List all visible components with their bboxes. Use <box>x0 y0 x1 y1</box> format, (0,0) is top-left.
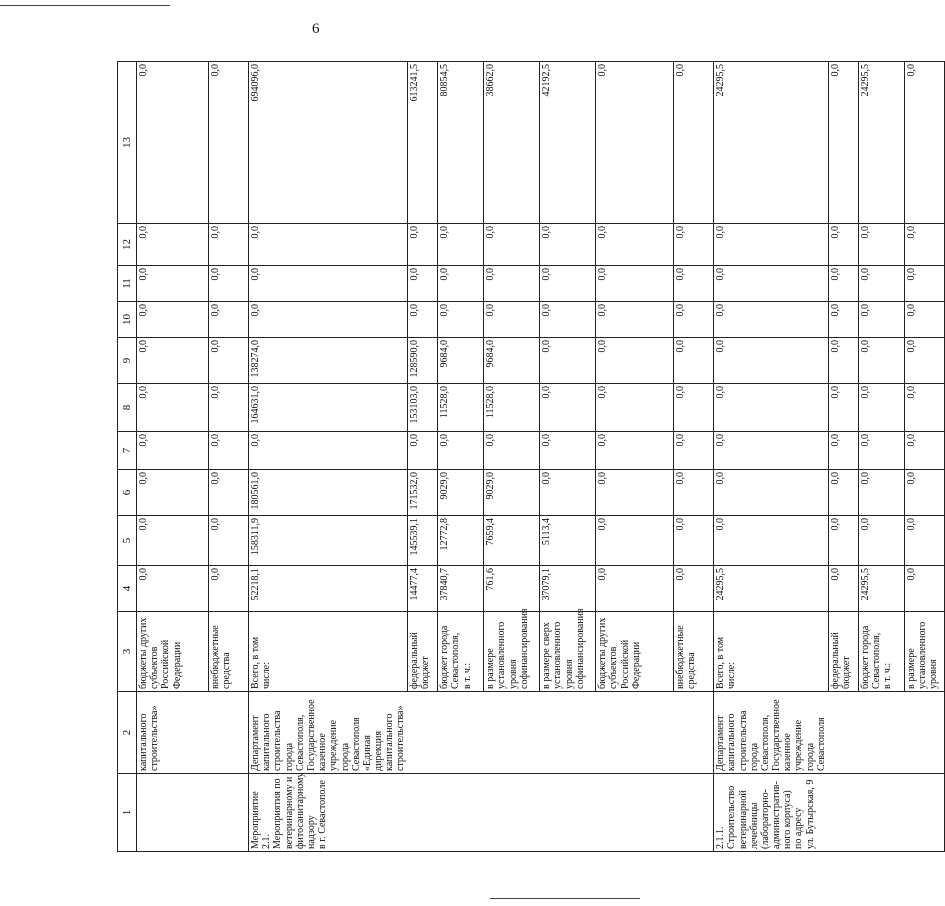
value-cell: 0,0 <box>904 62 944 224</box>
value-cell: 0,0 <box>858 338 904 384</box>
value-cell: 0,0 <box>540 224 596 266</box>
executor-cell <box>209 692 249 774</box>
event-name-cell <box>596 774 674 852</box>
value-cell: 24295,5 <box>714 566 828 612</box>
value-cell: 0,0 <box>714 338 828 384</box>
event-name-cell <box>137 774 209 852</box>
value-cell: 0,0 <box>904 338 944 384</box>
table-row <box>858 62 904 852</box>
column-header-13: 13 <box>118 62 137 224</box>
value-cell: 0,0 <box>408 302 438 338</box>
value-cell: 38662,0 <box>484 62 540 224</box>
value-cell: 0,0 <box>484 432 540 470</box>
value-cell: 0,0 <box>714 470 828 516</box>
event-name-cell <box>828 774 858 852</box>
value-cell: 128590,0 <box>408 338 438 384</box>
executor-cell <box>904 692 944 774</box>
value-cell: 0,0 <box>596 432 674 470</box>
value-cell: 761,6 <box>484 566 540 612</box>
value-cell: 0,0 <box>438 224 484 266</box>
value-cell: 0,0 <box>540 384 596 432</box>
table-row <box>438 62 484 852</box>
value-cell: 0,0 <box>137 384 209 432</box>
value-cell: 0,0 <box>714 302 828 338</box>
value-cell: 0,0 <box>596 224 674 266</box>
value-cell: 12772,8 <box>438 516 484 566</box>
value-cell: 0,0 <box>540 338 596 384</box>
value-cell: 0,0 <box>209 566 249 612</box>
value-cell: 0,0 <box>596 62 674 224</box>
event-name-cell <box>484 774 540 852</box>
value-cell: 0,0 <box>674 470 714 516</box>
table-row <box>674 62 714 852</box>
value-cell: 0,0 <box>249 302 408 338</box>
header-rule <box>0 5 170 6</box>
value-cell: 0,0 <box>137 516 209 566</box>
value-cell: 0,0 <box>674 516 714 566</box>
value-cell: 0,0 <box>596 470 674 516</box>
column-header-7: 7 <box>118 432 137 470</box>
event-name-cell: 2.1.1. Строительство ветеринарной лечебницы (лабораторно- административ- ного корпуса) по адресу ул. Бутырская, 9 <box>714 774 828 852</box>
funding-source-cell: бюджеты других субъектов Российской Федерации <box>596 612 674 692</box>
value-cell: 0,0 <box>858 470 904 516</box>
funding-source-cell: бюджет города Севастополя, в т. ч.: <box>858 612 904 692</box>
column-header-4: 4 <box>118 566 137 612</box>
table-row <box>137 62 209 852</box>
event-name-cell <box>904 774 944 852</box>
table-row <box>484 62 540 852</box>
value-cell: 0,0 <box>828 302 858 338</box>
value-cell: 694096,0 <box>249 62 408 224</box>
value-cell: 0,0 <box>596 384 674 432</box>
executor-cell <box>674 692 714 774</box>
value-cell: 37079,1 <box>540 566 596 612</box>
value-cell: 0,0 <box>408 432 438 470</box>
header-row <box>118 62 137 852</box>
value-cell: 0,0 <box>596 338 674 384</box>
value-cell: 0,0 <box>484 302 540 338</box>
value-cell: 0,0 <box>408 266 438 302</box>
value-cell: 0,0 <box>209 470 249 516</box>
value-cell: 164631,0 <box>249 384 408 432</box>
value-cell: 9684,0 <box>438 338 484 384</box>
event-name-cell <box>674 774 714 852</box>
value-cell: 180561,0 <box>249 470 408 516</box>
value-cell: 0,0 <box>858 516 904 566</box>
event-name-cell <box>858 774 904 852</box>
value-cell: 9029,0 <box>438 470 484 516</box>
table-row <box>714 62 828 852</box>
event-name-cell <box>438 774 484 852</box>
value-cell: 0,0 <box>714 266 828 302</box>
value-cell: 0,0 <box>249 432 408 470</box>
value-cell: 0,0 <box>904 432 944 470</box>
value-cell: 0,0 <box>209 224 249 266</box>
value-cell: 42192,5 <box>540 62 596 224</box>
value-cell: 5113,4 <box>540 516 596 566</box>
column-header-10: 10 <box>118 302 137 338</box>
value-cell: 9029,0 <box>484 470 540 516</box>
value-cell: 24295,5 <box>714 62 828 224</box>
value-cell: 0,0 <box>484 224 540 266</box>
value-cell: 0,0 <box>209 384 249 432</box>
value-cell: 0,0 <box>596 266 674 302</box>
column-header-8: 8 <box>118 384 137 432</box>
value-cell: 37840,7 <box>438 566 484 612</box>
value-cell: 0,0 <box>438 432 484 470</box>
column-header-9: 9 <box>118 338 137 384</box>
funding-source-cell: федеральный бюджет <box>408 612 438 692</box>
value-cell: 0,0 <box>904 470 944 516</box>
value-cell: 0,0 <box>438 302 484 338</box>
value-cell: 0,0 <box>828 384 858 432</box>
value-cell: 0,0 <box>858 384 904 432</box>
value-cell: 52218,1 <box>249 566 408 612</box>
table-row <box>904 62 944 852</box>
value-cell: 0,0 <box>904 384 944 432</box>
funding-source-cell: в размере сверх установленного уровня софинансирования <box>540 612 596 692</box>
value-cell: 0,0 <box>904 224 944 266</box>
table-row <box>249 62 408 852</box>
value-cell: 0,0 <box>674 432 714 470</box>
value-cell: 0,0 <box>714 224 828 266</box>
value-cell: 171532,0 <box>408 470 438 516</box>
value-cell: 0,0 <box>540 470 596 516</box>
value-cell: 0,0 <box>249 224 408 266</box>
value-cell: 0,0 <box>828 338 858 384</box>
value-cell: 7659,4 <box>484 516 540 566</box>
value-cell: 0,0 <box>596 516 674 566</box>
value-cell: 9684,0 <box>484 338 540 384</box>
value-cell: 158311,9 <box>249 516 408 566</box>
value-cell: 0,0 <box>828 516 858 566</box>
value-cell: 613241,5 <box>408 62 438 224</box>
table-row <box>209 62 249 852</box>
value-cell: 11528,0 <box>438 384 484 432</box>
value-cell: 0,0 <box>828 566 858 612</box>
executor-cell <box>438 692 484 774</box>
value-cell: 0,0 <box>540 266 596 302</box>
executor-cell: Департамент капитального строительства города Севастополя, Государственное казенное учреждение города Севастополя <box>714 692 828 774</box>
value-cell: 0,0 <box>674 384 714 432</box>
value-cell: 0,0 <box>904 516 944 566</box>
value-cell: 0,0 <box>596 302 674 338</box>
value-cell: 11528,0 <box>484 384 540 432</box>
column-header-2: 2 <box>118 692 137 774</box>
value-cell: 0,0 <box>674 338 714 384</box>
value-cell: 0,0 <box>714 432 828 470</box>
value-cell: 0,0 <box>674 62 714 224</box>
funding-source-cell: Всего, в том числе: <box>249 612 408 692</box>
value-cell: 80854,5 <box>438 62 484 224</box>
value-cell: 0,0 <box>484 266 540 302</box>
executor-cell <box>596 692 674 774</box>
value-cell: 0,0 <box>408 224 438 266</box>
value-cell: 0,0 <box>674 302 714 338</box>
value-cell: 14477,4 <box>408 566 438 612</box>
funding-source-cell: Всего, в том числе: <box>714 612 828 692</box>
funding-source-cell: федеральный бюджет <box>828 612 858 692</box>
column-header-6: 6 <box>118 470 137 516</box>
value-cell: 0,0 <box>137 566 209 612</box>
column-header-1: 1 <box>118 774 137 852</box>
value-cell: 0,0 <box>828 224 858 266</box>
value-cell: 0,0 <box>674 224 714 266</box>
value-cell: 0,0 <box>438 266 484 302</box>
value-cell: 0,0 <box>209 338 249 384</box>
value-cell: 0,0 <box>209 266 249 302</box>
value-cell: 0,0 <box>714 516 828 566</box>
value-cell: 24295,5 <box>858 566 904 612</box>
value-cell: 0,0 <box>137 224 209 266</box>
event-name-cell: Мероприятие 2.1. Мероприятия по ветеринарному и фитосанитарному надзору в г. Севастополе <box>249 774 408 852</box>
value-cell: 0,0 <box>858 432 904 470</box>
value-cell: 0,0 <box>137 62 209 224</box>
value-cell: 0,0 <box>209 432 249 470</box>
funding-source-cell: внебюджетные средства <box>674 612 714 692</box>
event-name-cell <box>209 774 249 852</box>
value-cell: 145539,1 <box>408 516 438 566</box>
executor-cell: Департамент капитального строительства города Севастополя, Государственное казенное учреждение города Севастополя «Единая дирекция капитального строительства» <box>249 692 408 774</box>
column-header-12: 12 <box>118 224 137 266</box>
value-cell: 0,0 <box>540 432 596 470</box>
table-row <box>596 62 674 852</box>
value-cell: 0,0 <box>137 432 209 470</box>
budget-table <box>117 61 945 852</box>
value-cell: 138274,0 <box>249 338 408 384</box>
table-row <box>828 62 858 852</box>
column-header-11: 11 <box>118 266 137 302</box>
value-cell: 0,0 <box>858 302 904 338</box>
value-cell: 0,0 <box>858 224 904 266</box>
event-name-cell <box>540 774 596 852</box>
value-cell: 0,0 <box>714 384 828 432</box>
value-cell: 0,0 <box>596 566 674 612</box>
table-row <box>540 62 596 852</box>
column-header-5: 5 <box>118 516 137 566</box>
executor-cell <box>484 692 540 774</box>
value-cell: 0,0 <box>674 266 714 302</box>
funding-source-cell: внебюджетные средства <box>209 612 249 692</box>
value-cell: 0,0 <box>209 62 249 224</box>
value-cell: 0,0 <box>828 62 858 224</box>
footer-rule <box>490 898 640 899</box>
funding-source-cell: в размере установленного уровня <box>904 612 944 692</box>
value-cell: 0,0 <box>137 470 209 516</box>
value-cell: 0,0 <box>828 470 858 516</box>
value-cell: 0,0 <box>828 432 858 470</box>
value-cell: 0,0 <box>209 516 249 566</box>
value-cell: 0,0 <box>249 266 408 302</box>
value-cell: 0,0 <box>858 266 904 302</box>
rotated-table-container <box>117 62 939 852</box>
value-cell: 0,0 <box>828 266 858 302</box>
value-cell: 0,0 <box>209 302 249 338</box>
executor-cell <box>540 692 596 774</box>
event-name-cell <box>408 774 438 852</box>
value-cell: 0,0 <box>137 338 209 384</box>
executor-cell: капитального строительства» <box>137 692 209 774</box>
funding-source-cell: в размере установленного уровня софинансирования <box>484 612 540 692</box>
executor-cell <box>408 692 438 774</box>
value-cell: 0,0 <box>904 266 944 302</box>
table-row <box>408 62 438 852</box>
value-cell: 153103,0 <box>408 384 438 432</box>
page-number: 6 <box>312 21 320 37</box>
executor-cell <box>858 692 904 774</box>
value-cell: 0,0 <box>137 302 209 338</box>
value-cell: 0,0 <box>674 566 714 612</box>
funding-source-cell: бюджет города Севастополя, в т. ч.: <box>438 612 484 692</box>
value-cell: 0,0 <box>137 266 209 302</box>
value-cell: 0,0 <box>904 566 944 612</box>
value-cell: 0,0 <box>540 302 596 338</box>
funding-source-cell: бюджеты других субъектов Российской Федерации <box>137 612 209 692</box>
executor-cell <box>828 692 858 774</box>
value-cell: 0,0 <box>904 302 944 338</box>
value-cell: 24295,5 <box>858 62 904 224</box>
column-header-3: 3 <box>118 612 137 692</box>
